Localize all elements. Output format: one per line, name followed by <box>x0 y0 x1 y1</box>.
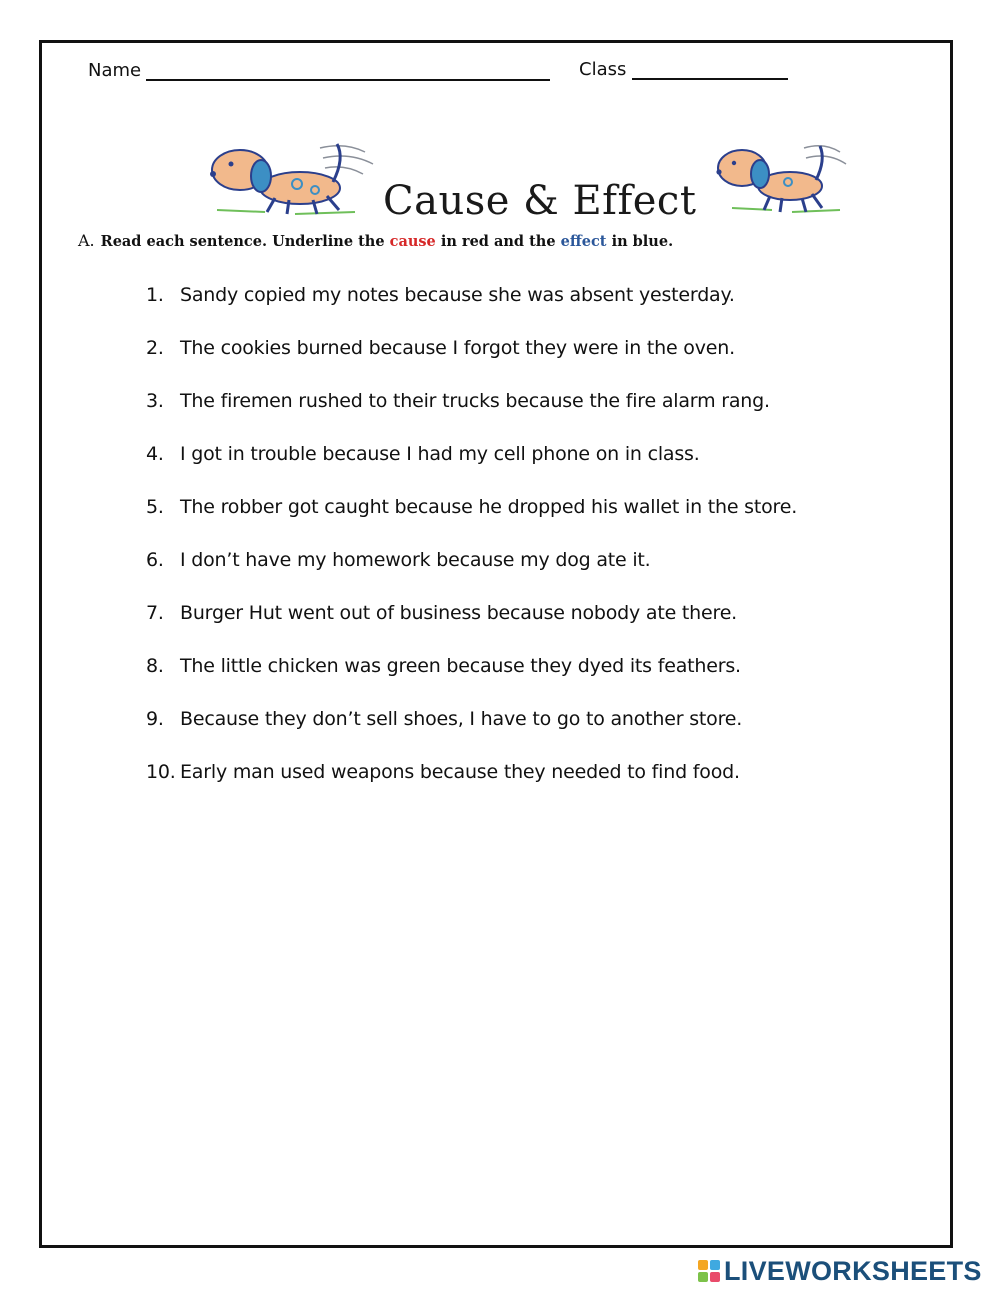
sentence-number: 6. <box>146 549 164 571</box>
sentence-number: 5. <box>146 496 164 518</box>
name-label: Name <box>88 60 142 81</box>
section-letter: A. <box>78 231 95 250</box>
sentence-text[interactable]: The little chicken was green because they dyed its feathers. <box>180 655 741 677</box>
class-input-line[interactable] <box>632 78 788 80</box>
sentence-number: 2. <box>146 337 164 359</box>
sentence-text[interactable]: The firemen rushed to their trucks because the fire alarm rang. <box>180 390 770 412</box>
sentence-item[interactable] <box>146 759 797 812</box>
instructions <box>78 231 673 250</box>
instructions-part1: Read each sentence. Underline the <box>100 233 390 250</box>
sentence-number: 7. <box>146 602 164 624</box>
sentence-item[interactable] <box>146 653 797 706</box>
sentence-text[interactable]: I don’t have my homework because my dog ate it. <box>180 549 651 571</box>
brand-name: LIVEWORKSHEETS <box>724 1255 982 1286</box>
worksheet-title: Cause & Effect <box>383 178 697 224</box>
sentence-text[interactable]: The robber got caught because he dropped his wallet in the store. <box>180 496 798 518</box>
sentence-number: 1. <box>146 284 164 306</box>
sentence-item[interactable] <box>146 600 797 653</box>
sentence-text[interactable]: Sandy copied my notes because she was absent yesterday. <box>180 284 735 306</box>
sentence-item[interactable] <box>146 335 797 388</box>
sentence-text[interactable]: Early man used weapons because they needed to find food. <box>180 761 740 783</box>
sentence-number: 3. <box>146 390 164 412</box>
instructions-part3: in blue. <box>606 233 674 250</box>
liveworksheets-footer[interactable] <box>697 1256 982 1286</box>
liveworksheets-logo-icon <box>697 1259 721 1283</box>
sentence-item[interactable] <box>146 494 797 547</box>
sentence-item[interactable] <box>146 282 797 335</box>
sentence-number: 9. <box>146 708 164 730</box>
effect-word: effect <box>560 233 607 250</box>
instructions-part2: in red and the <box>435 233 561 250</box>
sentence-number: 4. <box>146 443 164 465</box>
sentence-number: 10. <box>146 761 176 783</box>
sentence-text[interactable]: The cookies burned because I forgot they were in the oven. <box>180 337 735 359</box>
sentence-item[interactable] <box>146 706 797 759</box>
sentence-text[interactable]: Because they don’t sell shoes, I have to go to another store. <box>180 708 743 730</box>
sentence-text[interactable]: Burger Hut went out of business because nobody ate there. <box>180 602 738 624</box>
dog-illustration-left <box>205 138 385 224</box>
sentence-item[interactable] <box>146 441 797 494</box>
sentence-number: 8. <box>146 655 164 677</box>
sentence-item[interactable] <box>146 388 797 441</box>
sentence-item[interactable] <box>146 547 797 600</box>
cause-word: cause <box>389 233 436 250</box>
name-input-line[interactable] <box>146 79 550 81</box>
class-label: Class <box>579 59 627 80</box>
sentence-text[interactable]: I got in trouble because I had my cell phone on in class. <box>180 443 700 465</box>
sentence-list <box>146 282 797 812</box>
dog-illustration-right <box>712 138 852 220</box>
